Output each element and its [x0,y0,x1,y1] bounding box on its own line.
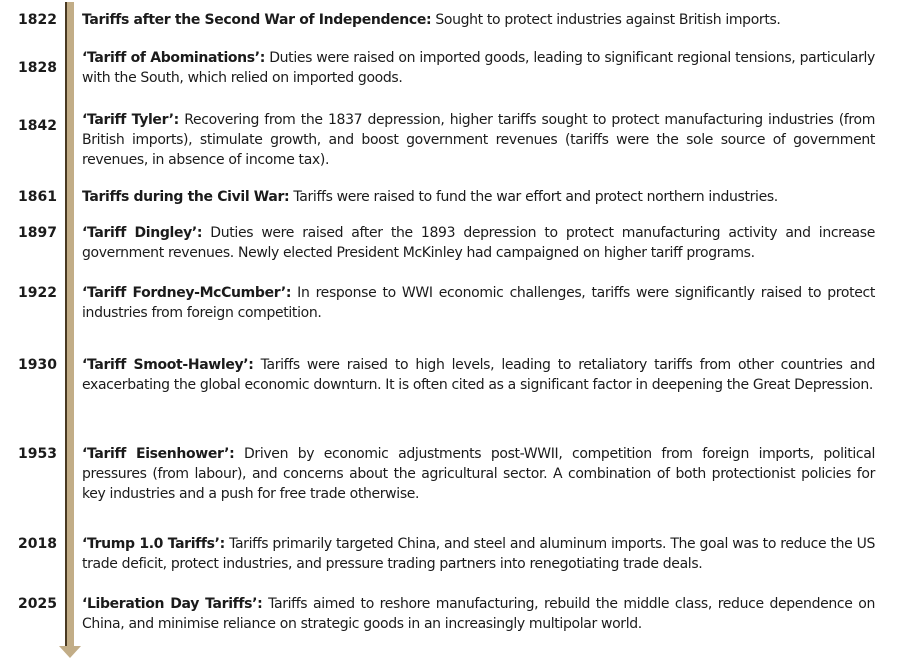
entry-title: ‘Tariff Dingley’: [82,225,203,241]
entry-title: ‘Trump 1.0 Tariffs’: [82,536,225,552]
entry-text: In response to WWI economic challenges, tariffs were significantly raised to protect industries from foreign competition. [82,285,876,321]
timeline-description [82,534,875,574]
timeline-description [82,110,875,170]
timeline-description [82,48,875,88]
timeline-year: 1861 [18,189,57,205]
timeline-description [82,355,875,395]
timeline-description [82,223,875,263]
timeline-line [65,2,74,648]
entry-title: ‘Tariff Fordney-McCumber’: [82,285,292,301]
entry-text: Duties were raised on imported goods, leading to significant regional tensions, particularly with the South, which relied on imported goods. [82,50,875,86]
timeline-year: 2025 [18,596,57,612]
entry-title: ‘Tariff Tyler’: [82,112,179,128]
entry-text: Driven by economic adjustments post-WWII, competition from foreign imports, political pressures (from labour), and concerns about the agricultural sector. A combination of both protectionist policies for key industries and a push for free trade otherwise. [82,446,875,502]
timeline-year: 1897 [18,225,57,241]
entry-title: ‘Tariff Smoot-Hawley’: [82,357,254,373]
timeline-year: 1822 [18,12,57,28]
timeline-year: 1922 [18,285,57,301]
entry-text: Recovering from the 1837 depression, higher tariffs sought to protect manufacturing industries (from British imports), stimulate growth, and boost government revenues (tariffs were the sole source of government revenues, in absence of income tax). [82,112,875,168]
timeline-year: 1953 [18,446,57,462]
timeline-year: 1930 [18,357,57,373]
entry-title: ‘Tariff Eisenhower’: [82,446,235,462]
entry-title: Tariffs during the Civil War: [82,189,290,205]
timeline-year: 2018 [18,536,57,552]
entry-text: Tariffs aimed to reshore manufacturing, rebuild the middle class, reduce dependence on China, and minimise reliance on strategic goods in an increasingly multipolar world. [82,596,875,632]
timeline-description [82,187,875,207]
timeline-description [82,283,875,323]
entry-text: Tariffs primarily targeted China, and steel and aluminum imports. The goal was to reduce the US trade deficit, protect industries, and pressure trading partners into renegotiating trade deals. [82,536,876,572]
timeline-year: 1828 [18,60,57,76]
timeline-description [82,10,875,30]
entry-title: Tariffs after the Second War of Independence: [82,12,432,28]
entry-text: Tariffs were raised to fund the war effort and protect northern industries. [289,189,778,205]
entry-text: Duties were raised after the 1893 depression to protect manufacturing activity and increase government revenues. Newly elected President McKinley had campaigned on higher tariff programs. [82,225,875,261]
entry-text: Sought to protect industries against British imports. [431,12,781,28]
entry-text: Tariffs were raised to high levels, leading to retaliatory tariffs from other countries and exacerbating the global economic downturn. It is often cited as a significant factor in deepening the Great Depression. [82,357,875,393]
timeline-description [82,444,875,504]
entry-title: ‘Liberation Day Tariffs’: [82,596,263,612]
timeline-description [82,594,875,634]
timeline-arrow-icon [59,646,81,658]
timeline-year: 1842 [18,118,57,134]
entry-title: ‘Tariff of Abominations’: [82,50,265,66]
